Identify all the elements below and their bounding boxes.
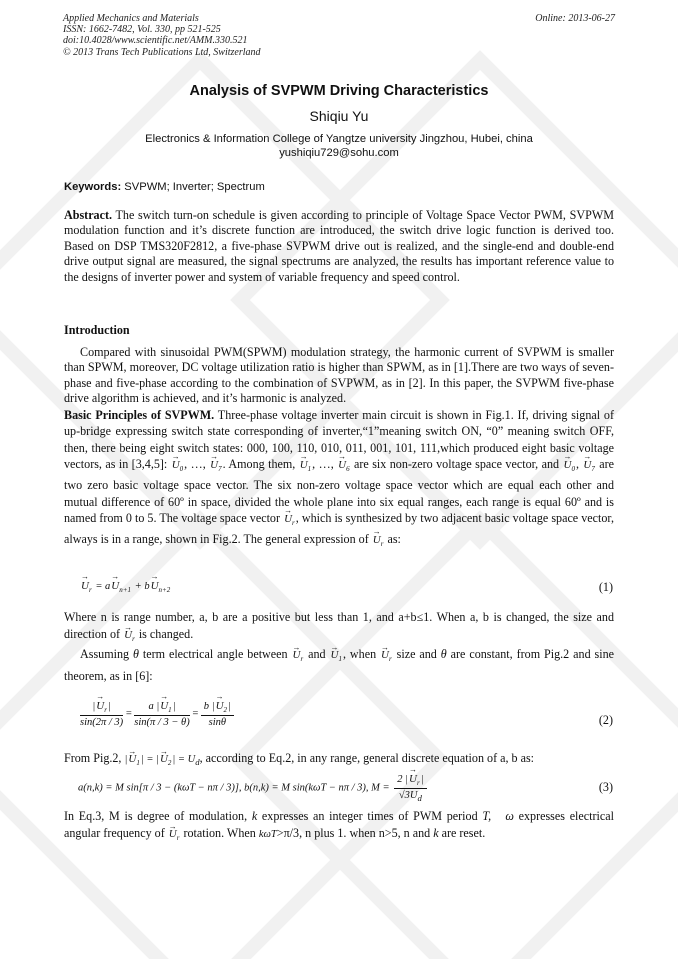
last-g: k <box>433 826 439 840</box>
vector-u0-b: → $U_0$ <box>562 457 575 477</box>
eq2-frac-3 <box>201 700 234 728</box>
assume-ur-b: → $U_r$ <box>380 647 393 668</box>
vector-u7: → $U_7$ <box>209 457 222 477</box>
journal-issn: ISSN: 1662-7482, Vol. 330, pp 521-525 <box>63 24 221 36</box>
eq1-un1: → $U_{n+1}$ <box>110 580 132 594</box>
last-paragraph <box>64 808 614 847</box>
keywords <box>64 181 265 193</box>
equation-2: $\frac{|\to U_r|}{\sin(2\pi / 3)}$ = $\frac{a |\to U_1|}{\sin(\pi / 3 - \theta)}$ = $\frac{b |\to U_2|}{\sin\theta}$ <box>78 700 236 728</box>
after-eq1-paragraph <box>64 609 614 648</box>
assume-b: term electrical angle between <box>138 647 292 661</box>
intro-paragraph <box>64 345 614 407</box>
assume-u1: → $U_1$ <box>330 647 343 668</box>
journal-name: Applied Mechanics and Materials <box>63 13 199 24</box>
journal-doi: doi:10.4028/www.scientific.net/AMM.330.521 <box>63 35 248 47</box>
vector-u7-b: → $U_7$ <box>582 457 595 477</box>
assume-e: size and <box>392 647 441 661</box>
journal-header <box>63 13 261 58</box>
basic-text-2c: , <box>575 456 583 471</box>
basic-text-1b: , …, <box>184 456 210 471</box>
last-omega: ω <box>505 809 514 823</box>
eq2-frac-2 <box>134 700 189 728</box>
keywords-label: Keywords: <box>64 181 122 193</box>
last-k: k <box>251 809 258 823</box>
last-h: are reset. <box>438 826 486 840</box>
author-affiliation <box>0 132 678 160</box>
from-pig-eq: |→ $U_1|$ = |→ $U_2| = U_d$ <box>124 754 199 765</box>
eq3-body: a(n,k) = M sin[π / 3 − (kωT − nπ / 3)], b(n,k) = M sin(kωT − nπ / 3), M = <box>78 782 390 794</box>
basic-text-2b: are six non-zero voltage space vector, and <box>350 456 563 471</box>
last-c: expresses <box>513 809 565 823</box>
online-date: Online: 2013-06-27 <box>535 13 615 24</box>
abstract-text: The switch turn-on schedule is given according to principle of Voltage Space Vector PWM, SVPWM modulation function and it’s discrete function are introduced, the switch drive logic function is derived too. Based on DSP TMS320F2812, a five-phase SVPWM drive out is realized, and the single-end and double-end drive output signal are measured, the signal spectrums are analyzed, the results has important reference value to the designs of inverter power and system of variable frequency and speed control. <box>64 208 614 284</box>
basic-text-2d: are two zero basic voltage space vector. The six non-zero voltage space vector which are equal each other and mutual difference of 60º in space, divided the whole plane into six equal ranges, each range is equal 60º and is named from 0 to 5. The voltage space vector <box>64 456 615 525</box>
affiliation-text: Electronics & Information College of Yangtze university Jingzhou, Hubei, china <box>145 133 533 145</box>
basic-text-2e: , which is synthesized by two adjacent basic voltage space vector, always is in a range, shown in Fig.2. The general expression of <box>64 510 614 547</box>
equation-1-number: (1) <box>598 580 613 594</box>
equation-1: → $U_r = a\to U_{n+1} + b\to U_{n+2}$ <box>80 580 171 594</box>
basic-text-1: Three-phase voltage inverter main circuit is shown in Fig.1. If, driving signal of up-bridge expressing switch state corresponding of inverter,“1”meaning switch ON, “0” meaning switch OFF, then, there being eight switch states: 000, 100, 110, 010, 011, 001, 101, 111,which produced eight basic voltage vectors, as in [3,4,5]: <box>64 408 614 471</box>
eq3-frac-den: $√3U_d$ <box>398 790 422 804</box>
assuming-paragraph <box>64 646 614 685</box>
last-cond: kωT <box>258 829 277 840</box>
eq2-frac2-den: sin(π / 3 − θ) <box>134 717 190 729</box>
vector-ur: → $U_r$ <box>283 511 296 531</box>
last-T: T, <box>482 809 492 823</box>
eq1-ur: → $U_r$ <box>80 580 93 594</box>
from-pig-paragraph <box>64 751 614 772</box>
assume-d: , when <box>342 647 381 661</box>
after-eq1-ur: → $U_r$ <box>123 627 136 648</box>
equation-3-number: (3) <box>598 780 613 794</box>
last-e: rotation. When <box>180 826 259 840</box>
equation-2-number: (2) <box>598 713 613 727</box>
eq2-frac3-num: b |→ $U_2|$ <box>201 700 234 716</box>
abstract <box>64 208 614 285</box>
eq2-frac3-den: sinθ <box>208 717 227 729</box>
eq2-frac1-num: |→ $U_r|$ <box>80 700 123 716</box>
journal-copyright: © 2013 Trans Tech Publications Ltd, Switzerland <box>63 46 261 58</box>
theta-symbol: θ <box>132 647 139 661</box>
assume-ur: → $U_r$ <box>292 647 305 668</box>
after-eq1-text: Where n is range number, a, b are a positive but less than 1, and a+b≤1. When a, b is changed, the size and direction of <box>64 610 614 641</box>
last-a: In Eq.3, M is degree of modulation, <box>64 809 252 823</box>
intro-heading: Introduction <box>64 323 130 337</box>
equation-3 <box>78 773 429 803</box>
basic-text-1c: . Among them, <box>222 456 296 471</box>
paper-title: Analysis of SVPWM Driving Characteristics <box>189 83 489 99</box>
assume-f: are constant, from Pig.2 and sine theorem, as in [6]: <box>64 647 615 684</box>
paper-author: Shiqiu Yu <box>309 108 369 124</box>
basic-text-2f: as: <box>384 532 401 547</box>
keywords-text: SVPWM; Inverter; Spectrum <box>121 181 265 193</box>
eq3-frac-num: 2 |→ $U_r|$ <box>394 773 426 789</box>
author-email: yushiqiu729@sohu.com <box>279 147 399 159</box>
eq2-frac2-num: a |→ $U_1|$ <box>134 700 189 716</box>
theta-symbol-b: θ <box>440 647 447 661</box>
last-ur: → $U_r$ <box>168 826 181 847</box>
after-eq1-text-b: is changed. <box>135 627 194 641</box>
vector-u1: → $U_1$ <box>299 457 312 477</box>
eq1-un2: → $U_{n+2}$ <box>150 580 172 594</box>
abstract-label: Abstract. <box>64 208 113 222</box>
last-b: expresses an integer times of PWM period <box>257 809 483 823</box>
assume-c: and <box>304 647 330 661</box>
vector-u0: → $U_0$ <box>171 457 184 477</box>
eq2-frac-1 <box>80 700 123 728</box>
vector-ur-b: → $U_r$ <box>372 532 385 552</box>
eq2-frac1-den: sin(2π / 3) <box>80 717 124 729</box>
last-d: electrical angular frequency of <box>64 809 614 840</box>
basic-text-2a: , …, <box>312 456 338 471</box>
vector-u6: → $U_6$ <box>337 457 350 477</box>
from-pig-a: From Pig.2, <box>64 751 125 765</box>
intro-text: Compared with sinusoidal PWM(SPWM) modulation strategy, the harmonic current of SVPWM is smaller than SPWM, moreover, DC voltage utilization ratio is higher than SPWM, as in [1].There are two ways of seven-phase and five-phase according to the combination of SVPWM, as in [2]. In this paper, the SVPWM five-phase drive algorithm is achieved, and it’s harmonic is analyzed. <box>64 345 614 406</box>
assume-a: Assuming <box>80 647 133 661</box>
from-pig-b: , according to Eq.2, in any range, general discrete equation of a, b as: <box>199 751 535 765</box>
last-f: >π/3, n plus 1. when n>5, n and <box>276 826 434 840</box>
eq3-frac <box>394 773 426 803</box>
basic-principles-paragraph <box>64 407 614 553</box>
basic-heading: Basic Principles of SVPWM. <box>64 408 215 422</box>
